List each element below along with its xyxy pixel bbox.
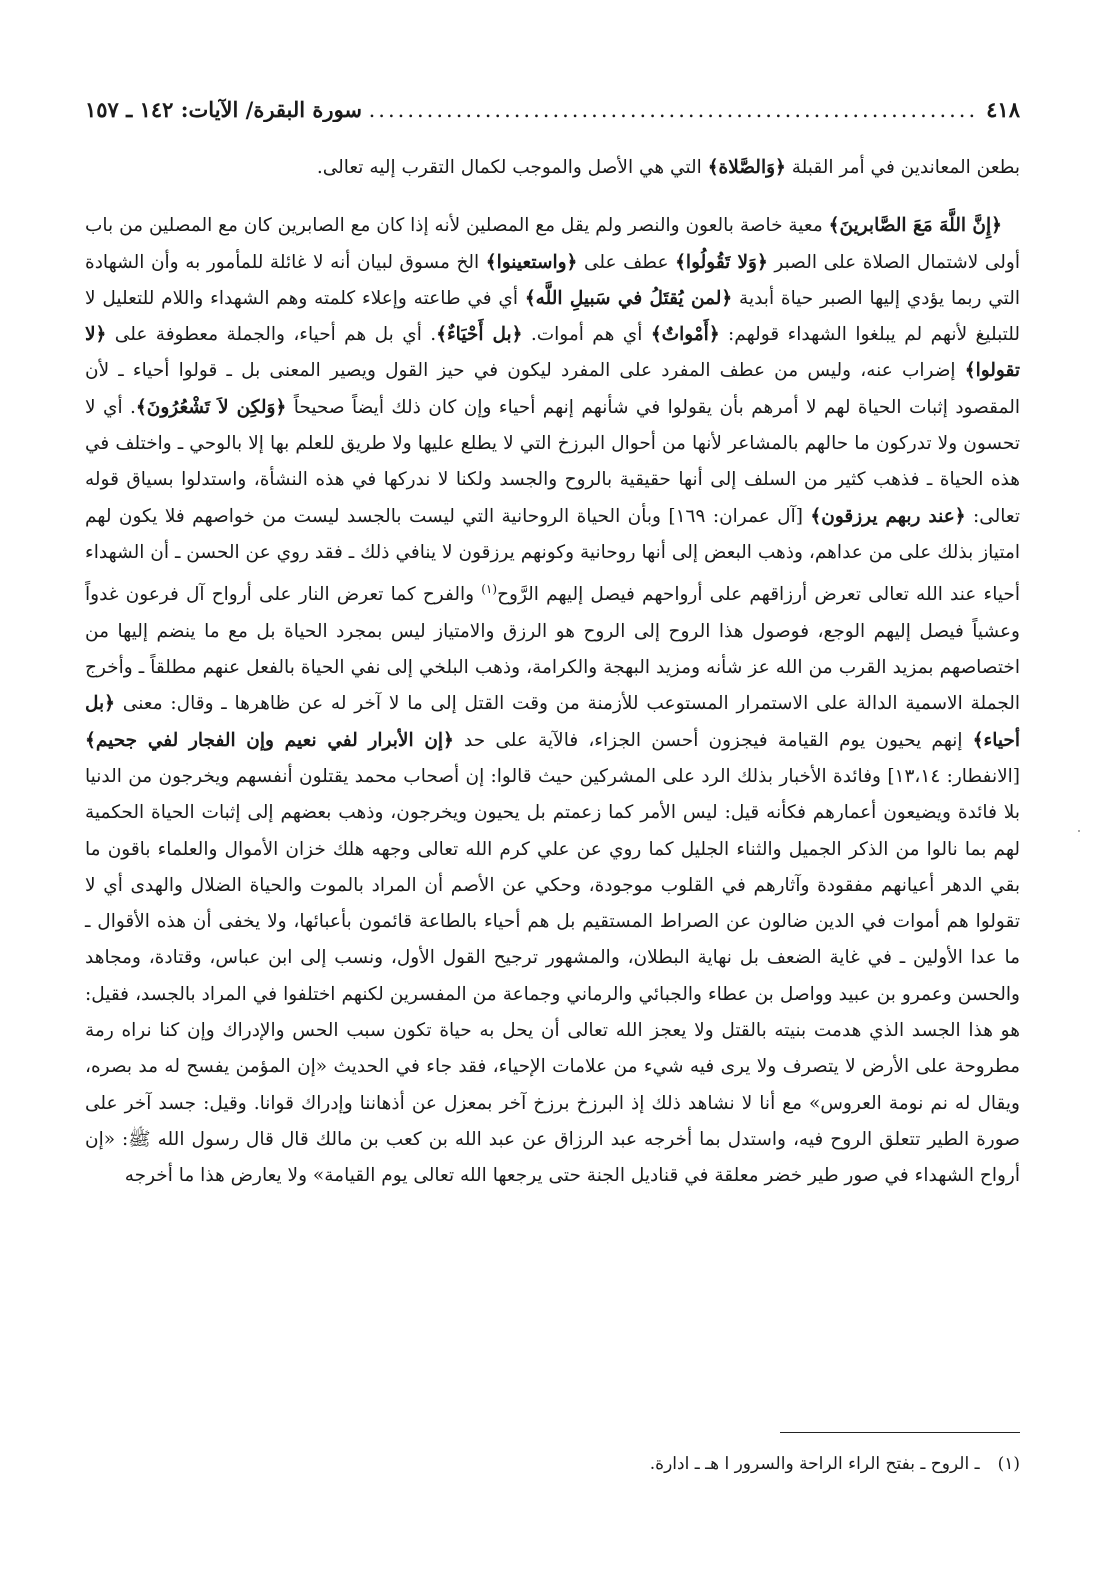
text-run: [آل عمران: ١٦٩] وبأن الحياة الروحانية التي ليست بالجسد ليست من خواصهم فلا يكون لهم امتياز بذلك على من عداهم، وذهب البعض إلى أنها روحانية وكونهم يرزقون لا ينافي ذلك ـ فقد روي عن الحسن ـ أن الشهداء أحياء عند الله تعالى تعرض أرزاقهم على أرواحهم فيصل إليهم الرَّوح <box>85 505 1020 606</box>
quran-quote: ﴿وَالصَّلاة﴾ <box>707 157 786 178</box>
paragraph-intro <box>85 150 1020 186</box>
text-run: بطعن المعاندين في أمر القبلة <box>785 157 1020 178</box>
paragraph-main <box>85 208 1020 1194</box>
page-number: ٤١٨ <box>986 97 1020 122</box>
scan-speck <box>1078 830 1080 832</box>
text-run: . أي لا تحسون ولا تدركون ما حالهم بالمشاعر لأنها من أحوال البرزخ التي لا يطلع عليها ولا طريق للعلم بها إلا بالوحي ـ واختلف في هذه الحياة ـ فذهب كثير من السلف إلى أنها حقيقية بالروح والجسد ولكنا لا ندركها في هذه النشأة، واستدلوا بسياق قوله تعالى: <box>85 396 1021 527</box>
header-leader-dots <box>366 98 978 122</box>
quran-quote: ﴿وَلا تَقُولُوا﴾ <box>675 251 768 273</box>
text-run: أي هم أموات. <box>522 324 651 346</box>
text-run: التي هي الأصل والموجب لكمال التقرب إليه تعالى. <box>316 157 708 178</box>
footnote-number: (١) <box>997 1454 1020 1474</box>
text-run: . أي بل هم أحياء، والجملة معطوفة على <box>106 324 437 346</box>
quran-quote: ﴿أَمْواتٌ﴾ <box>650 324 720 346</box>
footnote-text: ـ الروح ـ بفتح الراء الراحة والسرور ا هـ ـ ادارة. <box>649 1454 980 1474</box>
text-run: إضراب عنه، وليس من عطف المفرد على المفرد ليكون في حيز القول ويصير المعنى بل ـ قولوا أحياء ـ لأن المقصود إثبات الحياة لهم لا أمرهم بأن يقولوا في شأنهم إنهم أحياء وإن كان ذلك أيضاً صحيحاً <box>85 360 1020 418</box>
text-run: أي في طاعته وإعلاء كلمته وهم الشهداء واللام للتعليل لا للتبليغ لأنهم لم يبلغوا الشهداء قولهم: <box>85 287 1021 346</box>
quran-quote: ﴿بل أحياء﴾ <box>85 693 1020 751</box>
text-run: إنهم يحيون يوم القيامة فيجزون أحسن الجزاء، فالآية على حد <box>453 729 973 751</box>
text-run: [الانفطار: ١٣،١٤] وفائدة الأخبار بذلك الرد على المشركين حيث قالوا: إن أصحاب محمد يقتلون أنفسهم ويخرجون من الدنيا بلا فائدة ويضيعون أعمارهم فكأنه قيل: ليس الأمر كما زعمتم بل يحيون ويخرجون، وذهب بعضهم إلى إثبات الحياة الحكمية لهم بما نالوا من الذكر الجميل والثناء الجليل كما روي عن علي كرم الله تعالى وجهه هلك خزان الأموال والعلماء باقون ما بقي الدهر أعيانهم مفقودة وآثارهم في القلوب موجودة، وحكي عن الأصم أن المراد بالموت والحياة الضلال والهدى أي لا تقولوا هم أموات في الدين ضالون عن الصراط المستقيم بل هم أحياء بالطاعة قائمون بأعبائها، ولا يخفى أن هذه الأقوال ـ ما عدا الأولين ـ في غاية الضعف بل نهاية البطلان، والمشهور ترجيح القول الأول، ونسب إلى ابن عباس، وقتادة، ومجاهد والحسن وعمرو بن عبيد وواصل بن عطاء والجبائي والرماني وجماعة من المفسرين لكنهم اختلفوا في المراد بالجسد، فقيل: هو هذا الجسد الذي هدمت بنيته بالقتل ولا يعجز الله تعالى أن يحل به حياة تكون سبب الحس والإدراك وإن كنا نراه رمة مطروحة على الأرض لا يتصرف ولا يرى فيه شيء من علامات الإحياء، فقد جاء في الحديث «إن المؤمن يفسح له مد بصره، ويقال له نم نومة العروس» مع أنا لا نشاهد ذلك إذ البرزخ برزخ آخر بمعزل عن أذهاننا وإدراك قوانا. وقيل: جسد آخر على صورة الطير تتعلق الروح فيه، واستدل بما أخرجه عبد الرزاق عن عبد الله بن كعب بن مالك قال قال رسول الله ﷺ: «إن أرواح الشهداء في صور طير خضر معلقة في قناديل الجنة حتى يرجعها الله تعالى يوم القيامة» ولا يعارض هذا ما أخرجه <box>85 765 1021 1187</box>
text-run: معية خاصة بالعون والنصر ولم يقل مع المصلين لأنه إذا كان مع الصابرين كان مع المصلين من باب أولى لاشتمال الصلاة على الصبر <box>85 215 1021 273</box>
text-run: والفرح كما تعرض النار على أرواح آل فرعون غدواً وعشياً فيصل إليهم الوجع، فوصول هذا الروح إلى الروح هو الرزق والامتياز ليس بمجرد الحياة بل مع ما ينضم إليها من اختصاصهم بمزيد القرب من الله عز شأنه ومزيد البهجة والكرامة، وذهب البلخي إلى نفي الحياة بالفعل عنهم مطلقاً ـ وأخرج الجملة الاسمية الدالة على الاستمرار المستوعب للأزمنة من وقت القتل إلى ما لا آخر له عن ظاهرها ـ وقال: معنى <box>85 584 1020 715</box>
chapter-title: سورة البقرة/ الآيات: ١٤٢ ـ ١٥٧ <box>85 97 363 122</box>
running-header <box>85 82 1020 122</box>
quran-quote: ﴿بل أَحْيَاءٌ﴾ <box>436 324 523 346</box>
quran-quote: ﴿إِنَّ اللَّهَ مَعَ الصَّابرينَ﴾ <box>828 215 1002 237</box>
footnote <box>85 1450 1020 1478</box>
quran-quote: ﴿إن الأبرار لفي نعيم وإن الفجار لفي جحيم﴾ <box>85 729 454 751</box>
footnote-divider <box>780 1432 1020 1433</box>
text-run: عطف على <box>577 251 676 273</box>
text-run: الخ مسوق لبيان أنه لا غائلة للمأمور به وأن الشهادة التي ربما يؤدي إليها الصبر حياة أبدية <box>85 251 1020 309</box>
body-text <box>85 150 1020 1194</box>
quran-quote: ﴿واستعينوا﴾ <box>485 251 578 273</box>
quran-quote: ﴿عند ربهم يرزقون﴾ <box>810 505 966 527</box>
quran-quote: ﴿وَلكِن لاَ تَشْعُرُونَ﴾ <box>135 396 287 418</box>
quran-quote: ﴿لا تقولوا﴾ <box>85 324 1020 382</box>
footnote-reference: (١) <box>481 582 498 597</box>
quran-quote: ﴿لمن يُقتَلُ في سَبيلِ اللَّه﴾ <box>524 287 733 309</box>
